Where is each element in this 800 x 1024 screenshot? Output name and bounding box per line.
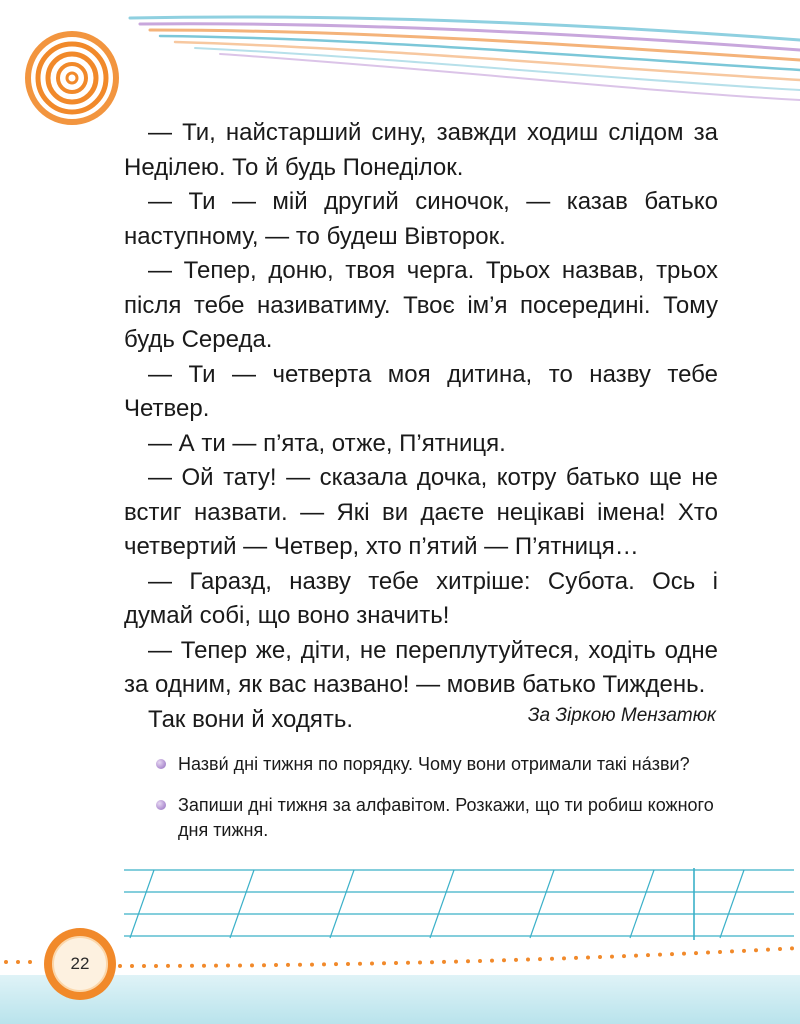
story-paragraph: — Ти, найстарший сину, завжди ходиш слідом за Неділею. То й будь Понеділок. (124, 119, 718, 181)
dot (214, 964, 218, 968)
story-paragraph: — Тепер, доню, твоя черга. Трьох назвав, трьох після тебе називатиму. Твоє ім’я посередині. Тому будь Середа. (124, 257, 718, 353)
slant-line (130, 870, 154, 938)
dot (118, 964, 122, 968)
slant-line (230, 870, 254, 938)
dot (4, 960, 8, 964)
dot (202, 964, 206, 968)
dot (478, 959, 482, 963)
dot (406, 961, 410, 965)
dot (646, 953, 650, 957)
dot (610, 955, 614, 959)
dot (586, 955, 590, 959)
dot (682, 952, 686, 956)
dot (790, 946, 794, 950)
dot (778, 947, 782, 951)
dot (574, 956, 578, 960)
header-decoration (0, 0, 800, 130)
story-paragraph: — Ти — мій другий синочок, — казав батько наступному, — то будеш Вівторок. (124, 188, 718, 250)
story-paragraph: — Гаразд, назву тебе хитріше: Субота. Ось і думай собі, що воно значить! (124, 567, 718, 629)
task-list (156, 752, 720, 859)
dot (262, 963, 266, 967)
slant-line (430, 870, 454, 938)
page-number-badge (44, 928, 116, 1000)
story-paragraph: — Ти — четверта моя дитина, то назву тебе Четвер. (124, 360, 718, 422)
bullet-icon (156, 800, 166, 810)
writing-lines (124, 868, 794, 940)
dot (430, 960, 434, 964)
story-paragraph: — А ти — п’ята, отже, П’ятниця. (148, 429, 506, 457)
dot (310, 963, 314, 967)
dot (598, 955, 602, 959)
slant-line (630, 870, 654, 938)
dot (706, 951, 710, 955)
dot (16, 960, 20, 964)
dot (718, 950, 722, 954)
story-text (124, 116, 718, 737)
bottom-band (0, 975, 800, 1024)
slant-line (330, 870, 354, 938)
dot (394, 961, 398, 965)
dot (178, 964, 182, 968)
dot (250, 963, 254, 967)
dot (622, 954, 626, 958)
task-item (156, 793, 720, 843)
dot (526, 958, 530, 962)
dot (226, 964, 230, 968)
dot (298, 963, 302, 967)
dot (454, 960, 458, 964)
bullet-icon (156, 759, 166, 769)
dot (238, 963, 242, 967)
story-paragraph: Так вони й ходять. (148, 705, 354, 733)
dot (154, 964, 158, 968)
dot (322, 962, 326, 966)
task-text: Запиши дні тижня за алфавітом. Розкажи, що ти робиш кожного дня тижня. (178, 795, 714, 840)
slant-line (720, 870, 744, 938)
dot (634, 954, 638, 958)
wave-ribbons (130, 17, 800, 100)
dot (334, 962, 338, 966)
dot (538, 957, 542, 961)
dot (466, 959, 470, 963)
dot (142, 964, 146, 968)
story-paragraph: — Тепер же, діти, не переплутуйтеся, ходіть одне за одним, як вас названо! — мовив батько Тиждень. (124, 636, 718, 698)
dot (658, 953, 662, 957)
dot (502, 958, 506, 962)
slant-line (530, 870, 554, 938)
dot (550, 957, 554, 961)
dot (754, 948, 758, 952)
dot (442, 960, 446, 964)
dot (274, 963, 278, 967)
dot (358, 962, 362, 966)
dot (766, 948, 770, 952)
dot (370, 962, 374, 966)
story-author: За Зіркою Мензатюк (527, 705, 716, 726)
dot (742, 949, 746, 953)
dot (730, 949, 734, 953)
dot (190, 964, 194, 968)
dot (28, 960, 32, 964)
dot (286, 963, 290, 967)
page-number: 22 (52, 936, 108, 992)
dot (670, 952, 674, 956)
dot (346, 962, 350, 966)
dot (418, 960, 422, 964)
dot (562, 956, 566, 960)
story-paragraph: — Ой тату! — сказала дочка, котру батько ще не встиг назвати. — Які ви даєте нецікаві імена! Хто четвертий — Четвер, хто п’ятий — П’ятниця… (124, 464, 718, 560)
dot (490, 959, 494, 963)
dot (382, 961, 386, 965)
dot (694, 951, 698, 955)
spiral-icon (28, 34, 116, 122)
dot (514, 958, 518, 962)
task-item (156, 752, 720, 777)
dot (166, 964, 170, 968)
dot (130, 964, 134, 968)
task-text: Назви́ дні тижня по порядку. Чому вони отримали такі на́зви? (178, 754, 690, 774)
